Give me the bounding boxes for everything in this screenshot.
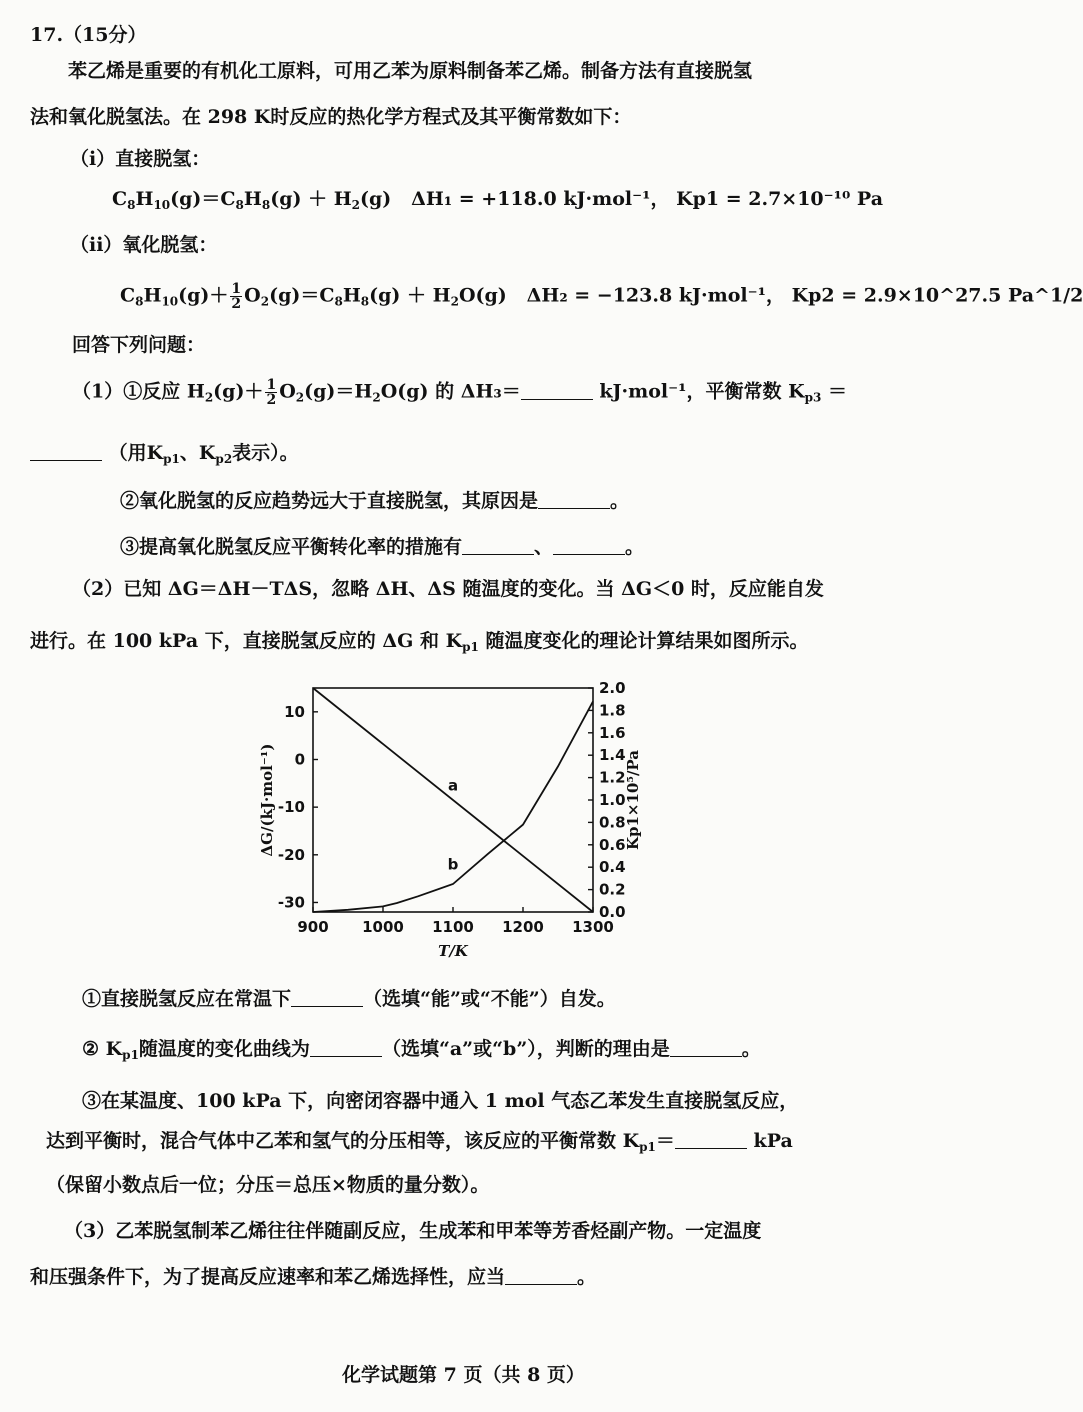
reaction-2-equation: $C_8H_{10}(g)+$ $\frac{1}{2}$ $O_2(g)=C_8H_8(g) + H_2O(g) \Delta H_2 = -123.8$ kJ·mol⁻¹， Kp2 = 2.9×10^27.5 Pa^1/2: [120, 281, 1083, 312]
y-axis-label: ΔG/(kJ·mol⁻¹): [258, 743, 276, 857]
curve-a: [313, 688, 593, 912]
y2-tick-label: 1.4: [599, 746, 626, 765]
part-1-q1-line-2: （用$K_{p1}$、$K_{p2}$表示）。: [30, 440, 299, 472]
part-1-q2: ②氧化脱氢的反应趋势远大于直接脱氢，其原因是 。: [120, 490, 630, 512]
reaction-2-enthalpy: ΔH₂ = −123.8 kJ·mol⁻¹: [526, 284, 766, 307]
delta-g-kp-chart: [250, 676, 650, 976]
x-tick-label: 1100: [432, 918, 474, 936]
part-2-q3-line-2: 达到平衡时，混合气体中乙苯和氢气的分压相等，该反应的平衡常数 $K_{p1}=$ kPa: [46, 1130, 793, 1154]
y2-tick-label: 0.4: [599, 858, 626, 877]
answer-blank[interactable]: [675, 1130, 747, 1149]
y-tick-label: -30: [277, 893, 305, 912]
y2-tick-label: 0.6: [599, 835, 626, 854]
part-1-q3: ③提高氧化脱氢反应平衡转化率的措施有 、 。: [120, 536, 645, 558]
answer-blank[interactable]: [505, 1266, 577, 1285]
answer-prompt: 回答下列问题：: [72, 334, 206, 356]
part-2-line-1: （2）已知 ΔG＝ΔH－TΔS，忽略 ΔH、ΔS 随温度的变化。当 ΔG＜0 时，反应能自发: [72, 578, 824, 600]
y-tick-label: -10: [277, 798, 305, 817]
x-tick-label: 1300: [572, 918, 614, 936]
x-tick-label: 1200: [502, 918, 544, 936]
reaction-1-kp: Kp1 = 2.7×10⁻¹⁰ Pa: [676, 188, 884, 210]
y-tick-label: 10: [284, 702, 305, 721]
curve-b: [313, 701, 593, 912]
y2-tick-label: 1.6: [599, 723, 626, 742]
part-3-line-2: 和压强条件下，为了提高反应速率和苯乙烯选择性，应当 。: [30, 1266, 597, 1288]
y-tick-label: 0: [294, 750, 305, 769]
x-tick-label: 900: [297, 918, 329, 936]
answer-blank[interactable]: [462, 536, 534, 555]
part-2-q3-line-1: ③在某温度、100 kPa 下，向密闭容器中通入 1 mol 气态乙苯发生直接脱氢反应，: [82, 1090, 799, 1112]
reaction-1-enthalpy: ΔH₁ = +118.0 kJ·mol⁻¹: [411, 188, 651, 210]
y2-tick-label: 1.0: [599, 791, 626, 809]
answer-blank[interactable]: [670, 1038, 742, 1057]
answer-blank[interactable]: [538, 490, 610, 509]
part-1-q1-line-1: （1）①反应 $H_2(g)+$ $\frac{1}{2}$ $O_2(g)=H_2O(g)$ 的 ΔH₃＝ kJ·mol⁻¹，平衡常数 $K_{p3}$ ＝: [72, 377, 848, 408]
reaction-1-label: （i）直接脱氢：: [70, 148, 211, 170]
y2-tick-label: 1.8: [599, 701, 626, 720]
y2-axis-label: Kp1×10⁵/Pa: [624, 749, 642, 851]
reaction-2-kp: Kp2 = 2.9×10^27.5 Pa^1/2: [791, 284, 1083, 307]
part-2-q2: ② $K_{p1}$随温度的变化曲线为 （选填“a”或“b”），判断的理由是 。: [82, 1038, 761, 1062]
part-3-line-1: （3）乙苯脱氢制苯乙烯往往伴随副反应，生成苯和甲苯等芳香烃副产物。一定温度: [64, 1220, 762, 1242]
y2-tick-label: 0.2: [599, 880, 626, 899]
answer-blank[interactable]: [521, 381, 593, 400]
reaction-1-equation: $C_8H_{10}(g)=C_8H_8(g) + H_2(g) \Delta H_1 = +118.0$ kJ·mol⁻¹， Kp1 = 2.7×10⁻¹⁰ Pa: [112, 188, 884, 212]
question-number: 17.（15分）: [30, 24, 147, 46]
curve-b-label: b: [447, 855, 459, 874]
curve-a-label: a: [447, 776, 459, 795]
x-axis-label: T/K: [438, 942, 468, 960]
y2-tick-label: 2.0: [599, 679, 626, 697]
y2-tick-label: 1.2: [599, 768, 626, 787]
page-footer: 化学试题第 7 页（共 8 页）: [342, 1364, 585, 1386]
part-2-q1: ①直接脱氢反应在常温下 （选填“能”或“不能”）自发。: [82, 988, 616, 1010]
answer-blank[interactable]: [291, 988, 363, 1007]
part-2-line-2: 进行。在 100 kPa 下，直接脱氢反应的 ΔG 和 $K_{p1}$ 随温度变化的理论计算结果如图所示。: [30, 630, 809, 654]
y-tick-label: -20: [277, 845, 305, 864]
y2-tick-label: 0.0: [599, 903, 626, 921]
part-2-q3-line-3: （保留小数点后一位；分压＝总压×物质的量分数）。: [46, 1174, 490, 1196]
intro-line-2: 法和氧化脱氢法。在 298 K时反应的热化学方程式及其平衡常数如下：: [30, 106, 632, 128]
intro-line-1: 苯乙烯是重要的有机化工原料，可用乙苯为原料制备苯乙烯。制备方法有直接脱氢: [68, 60, 753, 82]
answer-blank[interactable]: [30, 442, 102, 461]
answer-blank[interactable]: [310, 1038, 382, 1057]
y2-tick-label: 0.8: [599, 813, 626, 832]
answer-blank[interactable]: [553, 536, 625, 555]
x-tick-label: 1000: [362, 918, 404, 936]
reaction-2-label: （ii）氧化脱氢：: [70, 234, 218, 256]
